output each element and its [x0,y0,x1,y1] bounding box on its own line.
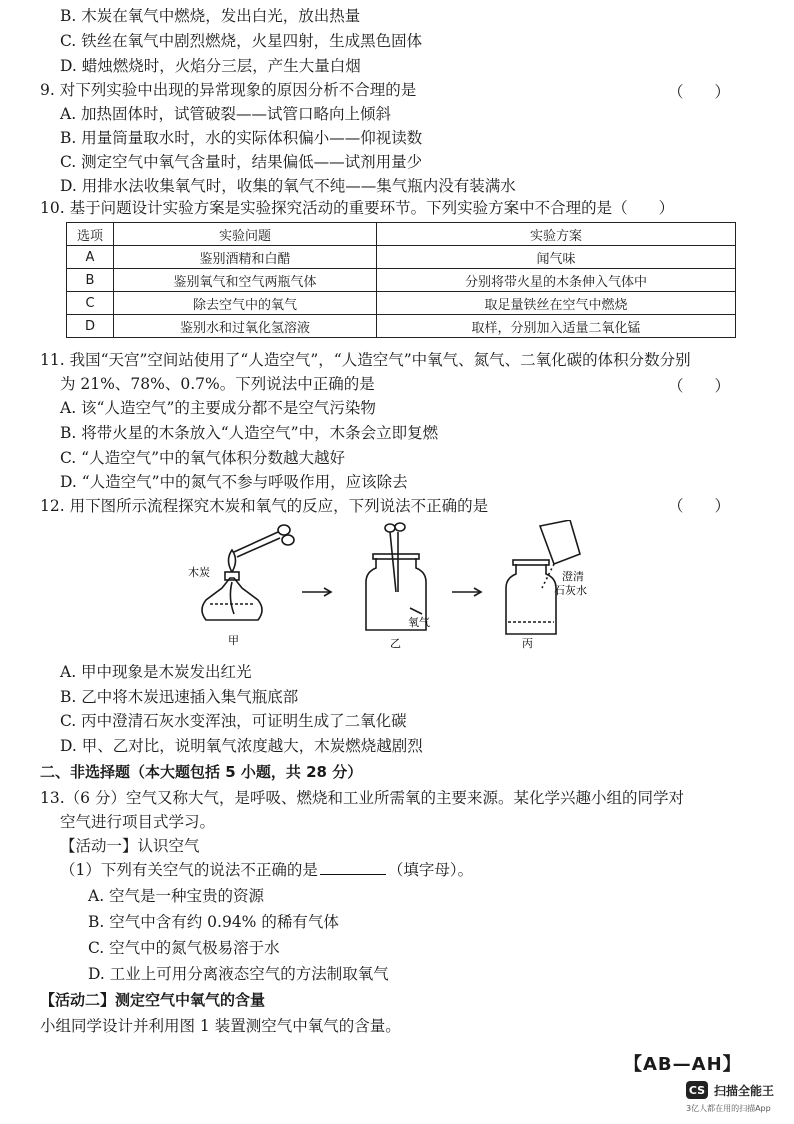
table-cell: A [67,246,114,269]
q12-option-b: B. 乙中将木炭迅速插入集气瓶底部 [60,688,299,706]
table-header-plan: 实验方案 [377,223,736,246]
q9-option-b: B. 用量筒量取水时，水的实际体积偏小——仰视读数 [60,129,423,147]
brand-tagline: 3亿人都在用的扫描App [686,1104,771,1113]
label-jia: 甲 [228,634,239,647]
q12-option-c: C. 丙中澄清石灰水变浑浊，可证明生成了二氧化碳 [60,712,407,730]
label-charcoal: 木炭 [188,566,210,579]
q13-sub-question-1 [60,860,473,880]
table-header-problem: 实验问题 [114,223,377,246]
q9-answer-bracket: （ ） [667,83,730,101]
q8-option-b: B. 木炭在氧气中燃烧，发出白光，放出热量 [60,7,361,25]
table-cell: 取足量铁丝在空气中燃烧 [377,292,736,315]
flow-arrow-icon [452,588,481,596]
table-cell: D [67,315,114,338]
table-cell: 分别将带火星的木条伸入气体中 [377,269,736,292]
q12-stem: 12. 用下图所示流程探究木炭和氧气的反应，下列说法不正确的是 [40,497,489,515]
q9-option-a: A. 加热固体时，试管破裂——试管口略向上倾斜 [60,105,392,123]
table-row [67,292,736,315]
q10-stem: 10. 基于问题设计实验方案是实验探究活动的重要环节。下列实验方案中不合理的是（ ） [40,199,675,217]
q11-option-d: D. “人造空气”中的氮气不参与呼吸作用，应该除去 [60,473,408,491]
table-row [67,269,736,292]
q9-option-d: D. 用排水法收集氧气时，收集的氧气不纯——集气瓶内没有装满水 [60,177,516,195]
table-cell: 除去空气中的氧气 [114,292,377,315]
q12-option-d: D. 甲、乙对比，说明氧气浓度越大，木炭燃烧越剧烈 [60,737,423,755]
q13-option-d: D. 工业上可用分离液态空气的方法制取氧气 [88,965,389,983]
brand-name: 扫描全能王 [714,1083,775,1098]
table-cell: C [67,292,114,315]
table-row [67,315,736,338]
q11-answer-bracket: （ ） [667,377,730,395]
alcohol-lamp-illustration [202,550,262,620]
q9-stem: 9. 对下列实验中出现的异常现象的原因分析不合理的是 [40,81,417,99]
camscanner-logo-icon: CS [686,1081,708,1099]
q13-sub-question-1-text: （1）下列有关空气的说法不正确的是 [60,861,318,879]
label-bing: 丙 [522,637,533,650]
q11-option-b: B. 将带火星的木条放入“人造空气”中，木条会立即复燃 [60,424,439,442]
table-header-row [67,223,736,246]
q9-option-c: C. 测定空气中氧气含量时，结果偏低——试剂用量少 [60,153,423,171]
q13-note: 小组同学设计并利用图 1 装置测空气中氧气的含量。 [40,1017,401,1035]
q10-experiment-table [66,222,736,338]
table-cell: 鉴别氧气和空气两瓶气体 [114,269,377,292]
q13-stem-line2: 空气进行项目式学习。 [60,813,216,831]
q8-option-d: D. 蜡烛燃烧时，火焰分三层，产生大量白烟 [60,57,361,75]
table-cell: 鉴别酒精和白醋 [114,246,377,269]
answer-blank[interactable] [320,860,386,875]
q11-option-a: A. 该“人造空气”的主要成分都不是空气污染物 [60,399,376,417]
q13-stem-line1: 13.（6 分）空气又称大气，是呼吸、燃烧和工业所需氧的主要来源。某化学兴趣小组的同学对 [40,789,684,807]
gas-bottle-illustration [366,523,426,630]
label-limewater-line2: 石灰水 [554,584,587,597]
q12-option-a: A. 甲中现象是木炭发出红光 [60,663,252,681]
q11-option-c: C. “人造空气”中的氧气体积分数越大越好 [60,449,346,467]
table-row [67,246,736,269]
q11-stem-line2: 为 21%、78%、0.7%。下列说法中正确的是 [60,375,375,393]
q13-activity-two: 【活动二】测定空气中氧气的含量 [40,991,266,1009]
charcoal-oxygen-experiment-figure [170,520,610,650]
label-limewater-line1: 澄清 [562,570,584,583]
q13-option-b: B. 空气中含有约 0.94% 的稀有气体 [88,913,339,931]
q13-activity-one: 【活动一】认识空气 [60,837,200,855]
q13-sub-question-1-hint: （填字母）。 [387,861,474,879]
q13-option-a: A. 空气是一种宝贵的资源 [88,887,265,905]
q11-stem-line1: 11. 我国“天宫”空间站使用了“人造空气”，“人造空气”中氧气、氮气、二氧化碳的体积分数分别 [40,351,691,369]
table-cell: 闻气味 [377,246,736,269]
q13-option-c: C. 空气中的氮气极易溶于水 [88,939,280,957]
table-cell: B [67,269,114,292]
tongs-illustration [234,525,294,557]
label-oxygen: 氧气 [408,616,430,629]
flow-arrow-icon [302,588,331,596]
q12-answer-bracket: （ ） [667,497,730,515]
page-code-tag: 【AB—AH】 [624,1054,742,1075]
table-cell: 取样，分别加入适量二氧化锰 [377,315,736,338]
table-header-option: 选项 [67,223,114,246]
q8-option-c: C. 铁丝在氧气中剧烈燃烧，火星四射，生成黑色固体 [60,32,423,50]
table-cell: 鉴别水和过氧化氢溶液 [114,315,377,338]
label-yi: 乙 [390,637,401,650]
scanner-watermark [686,1081,774,1099]
section-two-heading: 二、非选择题（本大题包括 5 小题，共 28 分） [40,763,363,781]
